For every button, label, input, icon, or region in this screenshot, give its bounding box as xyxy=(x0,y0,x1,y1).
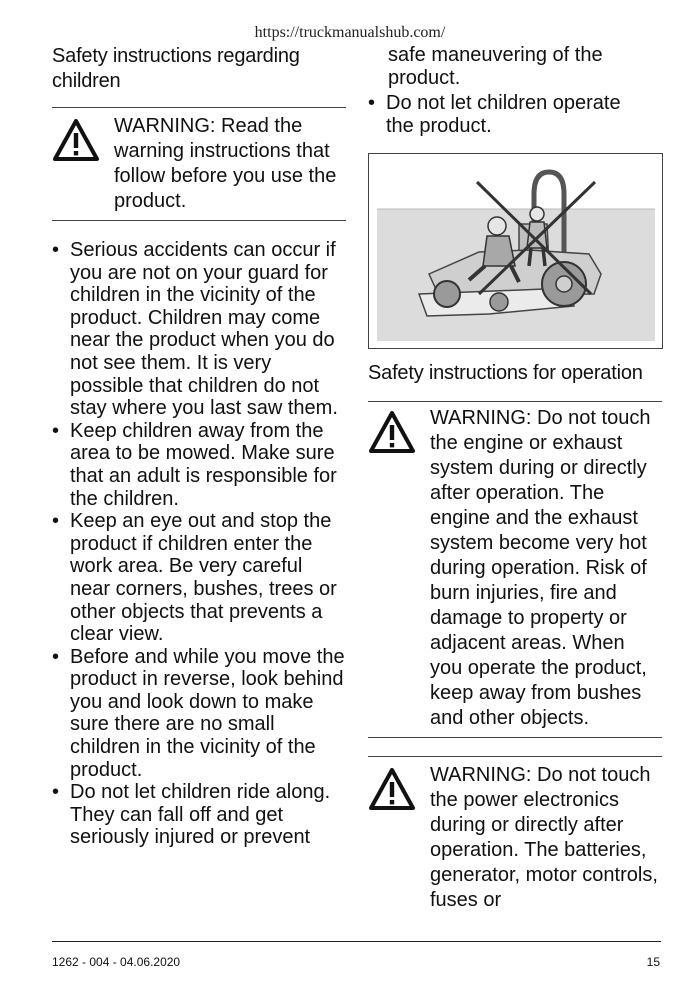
list-item: • Serious accidents can occur if you are not on your guard for children in the vicinity of the product. Children may come near the product when you do not see them. It is very possible that children do not stay where you last saw them. xyxy=(52,239,346,420)
warning-label: WARNING: xyxy=(430,764,532,787)
section-title-children: Safety instructions regarding children xyxy=(52,45,300,92)
children-bullet-list xyxy=(52,239,346,849)
warning-text: WARNING: Do not touch the power electronics during or directly after operation. The batteries, generator, motor controls, fuses or xyxy=(430,764,658,912)
source-url: https://truckmanualshub.com/ xyxy=(254,24,446,41)
list-item: • Do not let children operate the product. xyxy=(368,92,636,137)
warning-box-engine xyxy=(368,401,662,738)
warning-label: WARNING: xyxy=(114,115,216,137)
list-item: • Before and while you move the product in reverse, look behind you and look down to make sure there are no small children in the vicinity of the product. xyxy=(52,646,346,782)
page-number: 15 xyxy=(646,955,660,969)
list-item: • Keep children away from the area to be mowed. Make sure that an adult is responsible for the children. xyxy=(52,420,346,510)
warning-icon xyxy=(52,114,114,167)
left-column xyxy=(52,44,346,849)
warning-text: WARNING: Do not touch the engine or exhaust system during or directly after operation. The engine and the exhaust system become very hot during operation. Risk of burn injuries, fire and damage to property or adjacent areas. When you operate the product, keep away from bushes and other objects. xyxy=(430,407,651,730)
right-column xyxy=(368,44,662,913)
list-item: • Keep an eye out and stop the product if children enter the work area. Be very careful near corners, bushes, trees or other objects that prevents a clear view. xyxy=(52,510,346,646)
warning-box-read xyxy=(52,107,346,221)
warning-icon xyxy=(368,763,430,816)
continued-text: safe maneuvering of the product. xyxy=(388,44,603,89)
warning-box-electronics xyxy=(368,756,662,913)
warning-label: WARNING: xyxy=(430,407,532,430)
children-bullet-list-continued xyxy=(368,92,662,137)
footer-divider xyxy=(52,941,661,942)
section-title-operation: Safety instructions for operation xyxy=(368,362,643,385)
child-on-mower-illustration xyxy=(368,153,663,349)
list-item: • Do not let children ride along. They can fall off and get seriously injured or prevent xyxy=(52,781,346,849)
warning-text: WARNING: Read the warning instructions that follow before you use the product. xyxy=(114,115,337,212)
document-id: 1262 - 004 - 04.06.2020 xyxy=(52,955,181,969)
warning-icon xyxy=(368,406,430,459)
